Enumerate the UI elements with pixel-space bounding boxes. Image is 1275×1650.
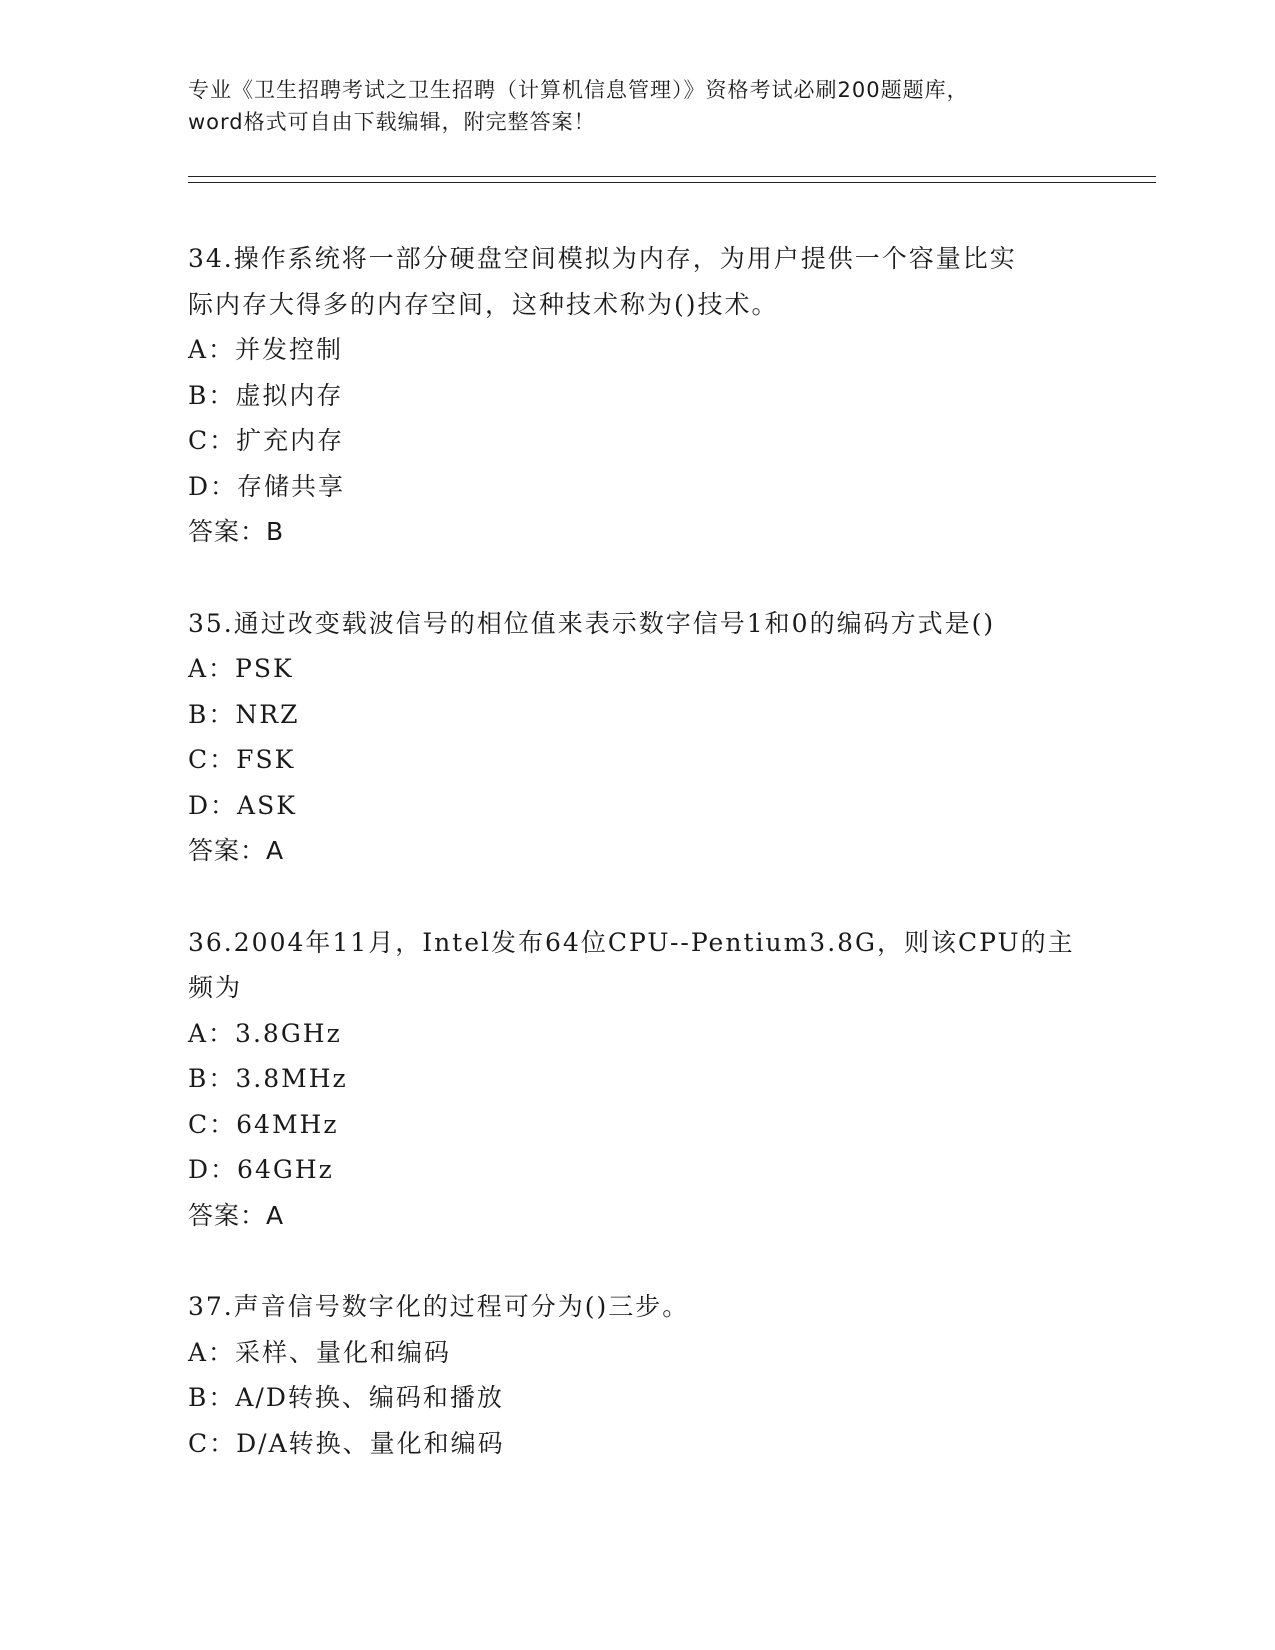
document-header [188, 74, 1088, 138]
question-35 [188, 601, 1088, 874]
answer-line: 答案：A [188, 1200, 285, 1230]
question-36 [188, 920, 1088, 1239]
question-stem [188, 920, 1088, 1011]
option-c: C：64MHz [188, 1109, 339, 1139]
header-divider-top [188, 176, 1156, 177]
question-37 [188, 1284, 1088, 1466]
question-stem-line: 36.2004年11月，Intel发布64位CPU--Pentium3.8G，则该CPU的主 [188, 927, 1075, 957]
option-c: C：D/A转换、量化和编码 [188, 1428, 505, 1458]
header-divider-bottom [188, 182, 1156, 183]
question-stem-line: 频为 [188, 973, 243, 1002]
header-line-2: word格式可自由下载编辑，附完整答案！ [188, 110, 596, 134]
option-b: B：3.8MHz [188, 1064, 348, 1093]
question-list [188, 236, 1088, 1512]
header-line-1: 专业《卫生招聘考试之卫生招聘（计算机信息管理）》资格考试必刷200题题库， [188, 78, 969, 102]
answer-line: 答案：B [188, 517, 285, 546]
option-a: A：3.8GHz [188, 1018, 342, 1048]
question-stem-line: 34.操作系统将一部分硬盘空间模拟为内存，为用户提供一个容量比实 [188, 244, 1017, 273]
question-stem [188, 1284, 1088, 1330]
option-d: D：ASK [188, 790, 297, 820]
option-b: B：A/D转换、编码和播放 [188, 1383, 504, 1412]
question-stem [188, 236, 1088, 327]
option-d: D：存储共享 [188, 471, 346, 501]
question-stem-line: 际内存大得多的内存空间，这种技术称为()技术。 [188, 289, 779, 319]
question-stem-line: 37.声音信号数字化的过程可分为()三步。 [188, 1292, 690, 1321]
question-stem-line: 35.通过改变载波信号的相位值来表示数字信号1和0的编码方式是() [188, 608, 996, 638]
answer-line: 答案：A [188, 836, 285, 865]
question-34 [188, 236, 1088, 555]
option-a: A：采样、量化和编码 [188, 1337, 452, 1367]
option-d: D：64GHz [188, 1155, 334, 1184]
option-c: C：FSK [188, 745, 296, 774]
question-stem [188, 601, 1088, 647]
option-c: C：扩充内存 [188, 426, 345, 455]
option-b: B：NRZ [188, 699, 300, 729]
option-a: A：PSK [188, 654, 294, 683]
option-b: B：虚拟内存 [188, 380, 344, 410]
option-a: A：并发控制 [188, 335, 344, 364]
